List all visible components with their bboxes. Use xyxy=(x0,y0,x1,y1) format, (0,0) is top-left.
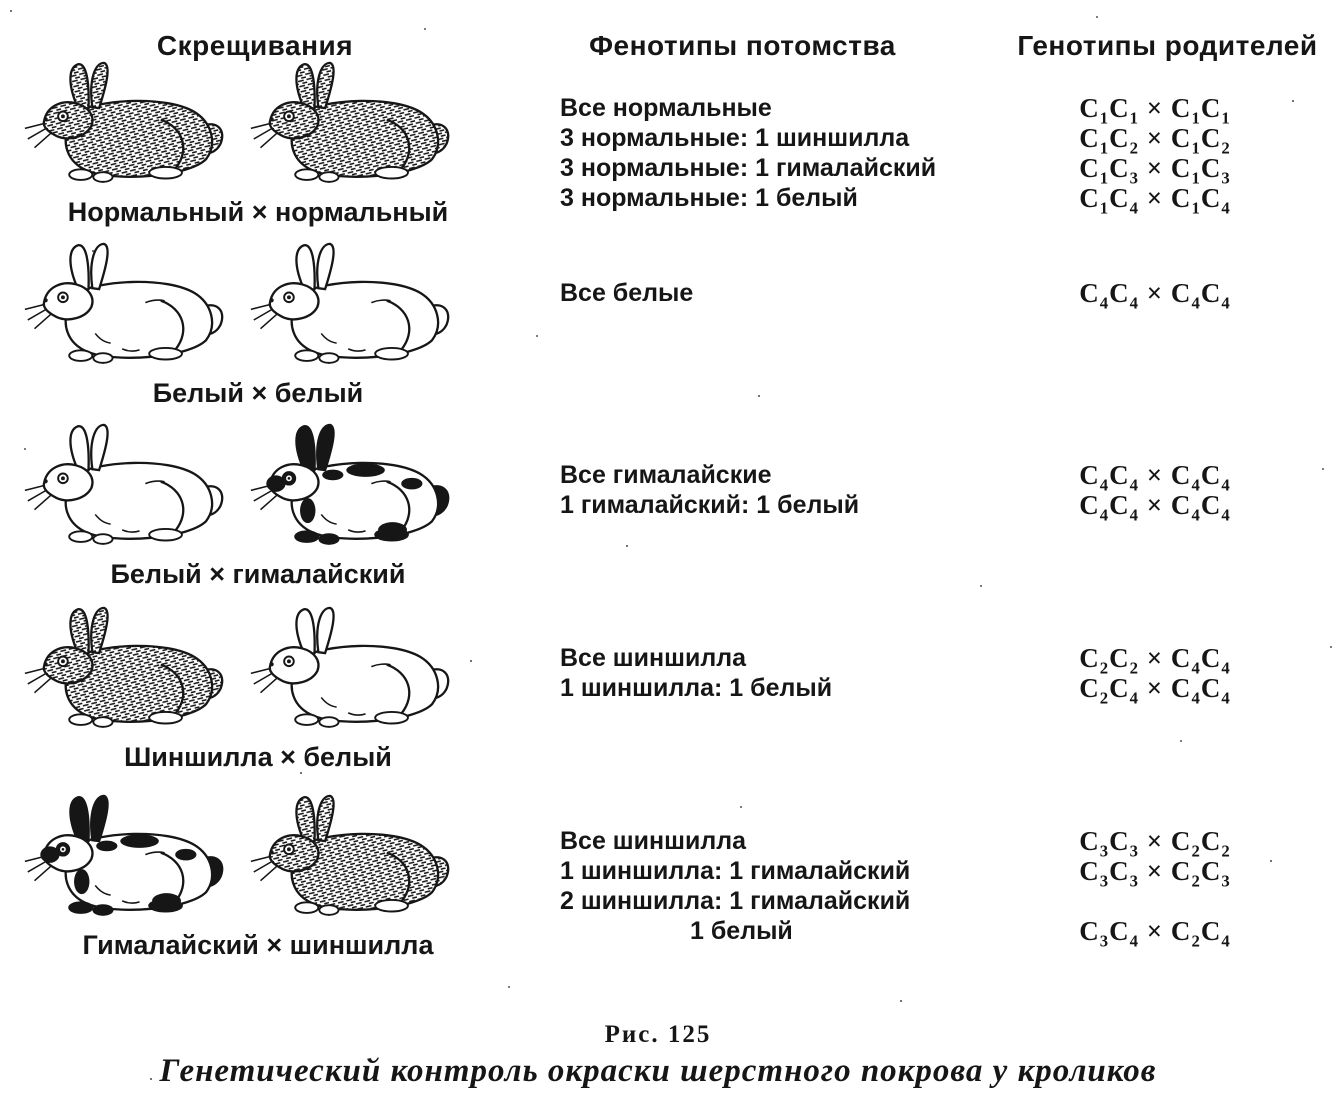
figure-number: Рис. 125 xyxy=(604,1021,712,1048)
phenotype-line: Все гималайские xyxy=(560,461,772,489)
rabbit-icon xyxy=(22,418,234,556)
phenotype-block xyxy=(560,643,990,703)
genotype-line: $C_3C_4 \times C_2C_4$ xyxy=(1079,916,1231,951)
genotype-line: $C_4C_4 \times C_4C_4$ xyxy=(1079,278,1231,313)
genotype-line: $C_4C_4 \times C_4C_4$ xyxy=(1079,490,1231,525)
cross-label: Нормальный × нормальный xyxy=(67,197,449,227)
genotype-block xyxy=(1000,643,1310,708)
rabbit-pair xyxy=(22,601,494,739)
cross-row xyxy=(22,601,494,773)
cross-label: Белый × гималайский xyxy=(110,559,406,589)
genotype-line: $C_2C_4 \times C_4C_4$ xyxy=(1079,673,1231,708)
phenotype-line: Все белые xyxy=(560,279,694,307)
scan-noise xyxy=(10,10,12,12)
rabbit-pair xyxy=(22,789,494,927)
phenotype-line: 1 шиншилла: 1 гималайский xyxy=(560,857,911,885)
genotype-line: $C_3C_3 \times C_2C_3$ xyxy=(1079,856,1231,891)
genotype-block xyxy=(1000,460,1310,525)
phenotype-block xyxy=(560,278,990,308)
cross-label: Гималайский × шиншилла xyxy=(82,930,434,960)
phenotype-line: Все нормальные xyxy=(560,94,772,122)
header-phenotypes: Фенотипы потомства xyxy=(589,30,896,61)
rabbit-icon xyxy=(22,237,234,375)
figure-title: Генетический контроль окраски шерстного покрова у кроликов xyxy=(159,1053,1157,1089)
rabbit-icon xyxy=(22,601,234,739)
phenotype-line: Все шиншилла xyxy=(560,827,746,855)
phenotype-line: 1 шиншилла: 1 белый xyxy=(560,674,833,702)
cross-row xyxy=(22,56,494,228)
phenotype-line: 3 нормальные: 1 шиншилла xyxy=(560,124,910,152)
genotype-block xyxy=(1000,93,1310,218)
rabbit-pair xyxy=(22,418,494,556)
genotype-line: $C_1C_4 \times C_1C_4$ xyxy=(1079,183,1231,218)
rabbit-icon xyxy=(22,56,234,194)
cross-row xyxy=(22,418,494,590)
rabbit-icon xyxy=(248,56,460,194)
phenotype-line: Все шиншилла xyxy=(560,644,746,672)
cross-row xyxy=(22,789,494,961)
genotype-line: $C_3C_3 \times C_2C_2$ xyxy=(1079,826,1231,861)
rabbit-pair xyxy=(22,56,494,194)
phenotype-line: 3 нормальные: 1 гималайский xyxy=(560,154,937,182)
genotype-block xyxy=(1000,278,1310,313)
genotype-line: $C_2C_2 \times C_4C_4$ xyxy=(1079,643,1231,678)
cross-label: Шиншилла × белый xyxy=(124,742,392,772)
rabbit-icon xyxy=(248,418,460,556)
phenotype-block xyxy=(560,460,990,520)
genotype-line: $C_1C_2 \times C_1C_2$ xyxy=(1079,123,1231,158)
genotype-line xyxy=(1000,886,1310,916)
rabbit-icon xyxy=(248,789,460,927)
cross-label: Белый × белый xyxy=(152,378,364,408)
header-genotypes: Генотипы родителей xyxy=(1017,30,1318,61)
phenotype-line: 1 белый xyxy=(690,917,793,945)
genotype-line: $C_4C_4 \times C_4C_4$ xyxy=(1079,460,1231,495)
genotype-line: $C_1C_1 \times C_1C_1$ xyxy=(1079,93,1231,128)
header-crosses: Скрещивания xyxy=(156,30,354,61)
rabbit-icon xyxy=(248,601,460,739)
cross-row xyxy=(22,237,494,409)
phenotype-line: 1 гималайский: 1 белый xyxy=(560,491,860,519)
rabbit-icon xyxy=(248,237,460,375)
genotype-line: $C_1C_3 \times C_1C_3$ xyxy=(1079,153,1231,188)
phenotype-line: 3 нормальные: 1 белый xyxy=(560,184,858,212)
phenotype-line: 2 шиншилла: 1 гималайский xyxy=(560,887,911,915)
genotype-block xyxy=(1000,826,1310,951)
phenotype-block xyxy=(560,93,990,213)
rabbit-pair xyxy=(22,237,494,375)
phenotype-block xyxy=(560,826,990,946)
rabbit-icon xyxy=(22,789,234,927)
